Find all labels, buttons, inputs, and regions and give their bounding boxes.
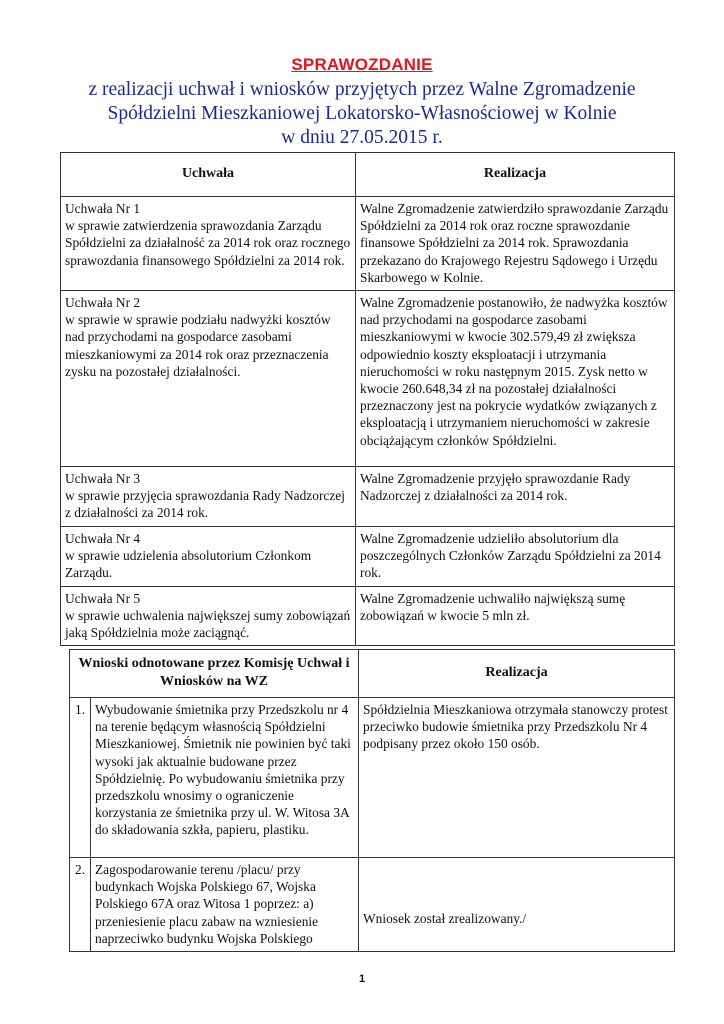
realization-cell: Walne Zgromadzenie przyjęło sprawozdanie Rady Nadzorczej z działalności za 2014 rok. <box>356 467 675 527</box>
column-header-realization: Realizacja <box>359 650 675 698</box>
column-header-realization: Realizacja <box>356 153 675 197</box>
realization-cell: Walne Zgromadzenie udzieliło absolutorium dla poszczególnych Członków Zarządu Spółdzielni za 2014 rok. <box>356 526 675 586</box>
resolution-title: Uchwała Nr 3 <box>65 471 141 487</box>
resolution-cell <box>61 291 356 467</box>
table-row <box>61 291 675 467</box>
realization-cell: Wniosek został zrealizowany./ <box>359 858 675 952</box>
motion-description: Wybudowanie śmietnika przy Przedszkolu nr 4 na terenie będącym własnością Spółdzielni Mieszkaniowej. Śmietnik nie powinien być taki wysoki jak aktualnie budowane przez Spółdzielnię. Po wybudowaniu śmietnika przy przedszkolu wnosimy o ograniczenie korzystania ze śmietnika przy ul. W. Witosa 3A do składowania szkła, papieru, plastiku. <box>91 698 359 858</box>
resolution-title: Uchwała Nr 4 <box>65 530 141 546</box>
resolution-description: w sprawie udzielenia absolutorium Członkom Zarządu. <box>65 547 312 581</box>
row-number: 1. <box>70 698 91 858</box>
motions-table <box>69 649 675 952</box>
table-row <box>61 586 675 646</box>
table-row <box>70 698 675 858</box>
column-header-resolution: Uchwała <box>61 153 356 197</box>
resolution-description: w sprawie uchwalenia największej sumy zobowiązań jaką Spółdzielnia może zaciągnąć. <box>65 607 351 641</box>
row-number: 2. <box>70 858 91 952</box>
resolution-description: w sprawie w sprawie podziału nadwyżki kosztów nad przychodami na gospodarce zasobami mieszkaniowymi za 2014 rok oraz przeznaczenia zysku na pozostałej działalności. <box>65 312 331 379</box>
resolution-title: Uchwała Nr 1 <box>65 201 141 216</box>
table-row <box>61 467 675 527</box>
motion-description: Zagospodarowanie terenu /placu/ przy budynkach Wojska Polskiego 67, Wojska Polskiego 67A oraz Witosa 1 poprzez: a) przeniesienie placu zabaw na wzniesienie naprzeciwko budynku Wojska Polskiego <box>91 858 359 952</box>
table-header-row <box>70 650 675 698</box>
resolution-description: w sprawie zatwierdzenia sprawozdania Zarządu Spółdzielni za działalność za 2014 rok oraz rocznego sprawozdania finansowego Spółdzielni za 2014 rok. <box>65 218 351 268</box>
resolution-title: Uchwała Nr 5 <box>65 590 141 606</box>
subtitle-date: w dniu 27.05.2015 r. <box>281 127 443 148</box>
document-title: SPRAWOZDANIE <box>291 55 433 74</box>
table-row <box>61 197 675 291</box>
resolution-cell <box>61 197 356 291</box>
realization-cell: Walne Zgromadzenie zatwierdziło sprawozdanie Zarządu Spółdzielni za 2014 rok oraz roczne sprawozdanie finansowe Spółdzielni za 2014 rok. Sprawozdania przekazano do Krajowego Rejestru Sądowego i Urzędu Skarbowego w Kolnie. <box>356 197 675 291</box>
table-row <box>70 858 675 952</box>
resolution-description: w sprawie przyjęcia sprawozdania Rady Nadzorczej z działalności za 2014 rok. <box>65 488 345 521</box>
resolution-cell <box>61 467 356 527</box>
column-header-motions: Wnioski odnotowane przez Komisję Uchwał i Wniosków na WZ <box>70 650 359 698</box>
subtitle-line-2: Spółdzielni Mieszkaniowej Lokatorsko-Własnościowej w Kolnie <box>107 103 617 124</box>
resolution-cell <box>61 586 356 646</box>
table-row <box>61 526 675 586</box>
table-header-row <box>61 153 675 197</box>
resolutions-table <box>60 152 675 646</box>
resolution-cell <box>61 526 356 586</box>
page-number: 1 <box>358 973 366 985</box>
subtitle-line-1: z realizacji uchwał i wniosków przyjętych przez Walne Zgromadzenie <box>88 79 636 100</box>
resolution-title: Uchwała Nr 2 <box>65 295 141 311</box>
realization-cell: Walne Zgromadzenie postanowiło, że nadwyżka kosztów nad przychodami na gospodarce zasobami mieszkaniowymi w kwocie 302.579,49 zł zwiększa odpowiednio koszty eksploatacji i utrzymania nieruchomości w roku następnym 2015. Zysk netto w kwocie 260.648,34 zł na pozostałej działalności przeznaczony jest na pokrycie wydatków związanych z eksploatacją i utrzymaniem nieruchomości w zakresie obciążającym członków Spółdzielni. <box>356 291 675 467</box>
realization-cell: Spółdzielnia Mieszkaniowa otrzymała stanowczy protest przeciwko budowie śmietnika przy Przedszkolu Nr 4 podpisany przez około 150 osób. <box>359 698 675 858</box>
realization-cell: Walne Zgromadzenie uchwaliło największą sumę zobowiązań w kwocie 5 mln zł. <box>356 586 675 646</box>
